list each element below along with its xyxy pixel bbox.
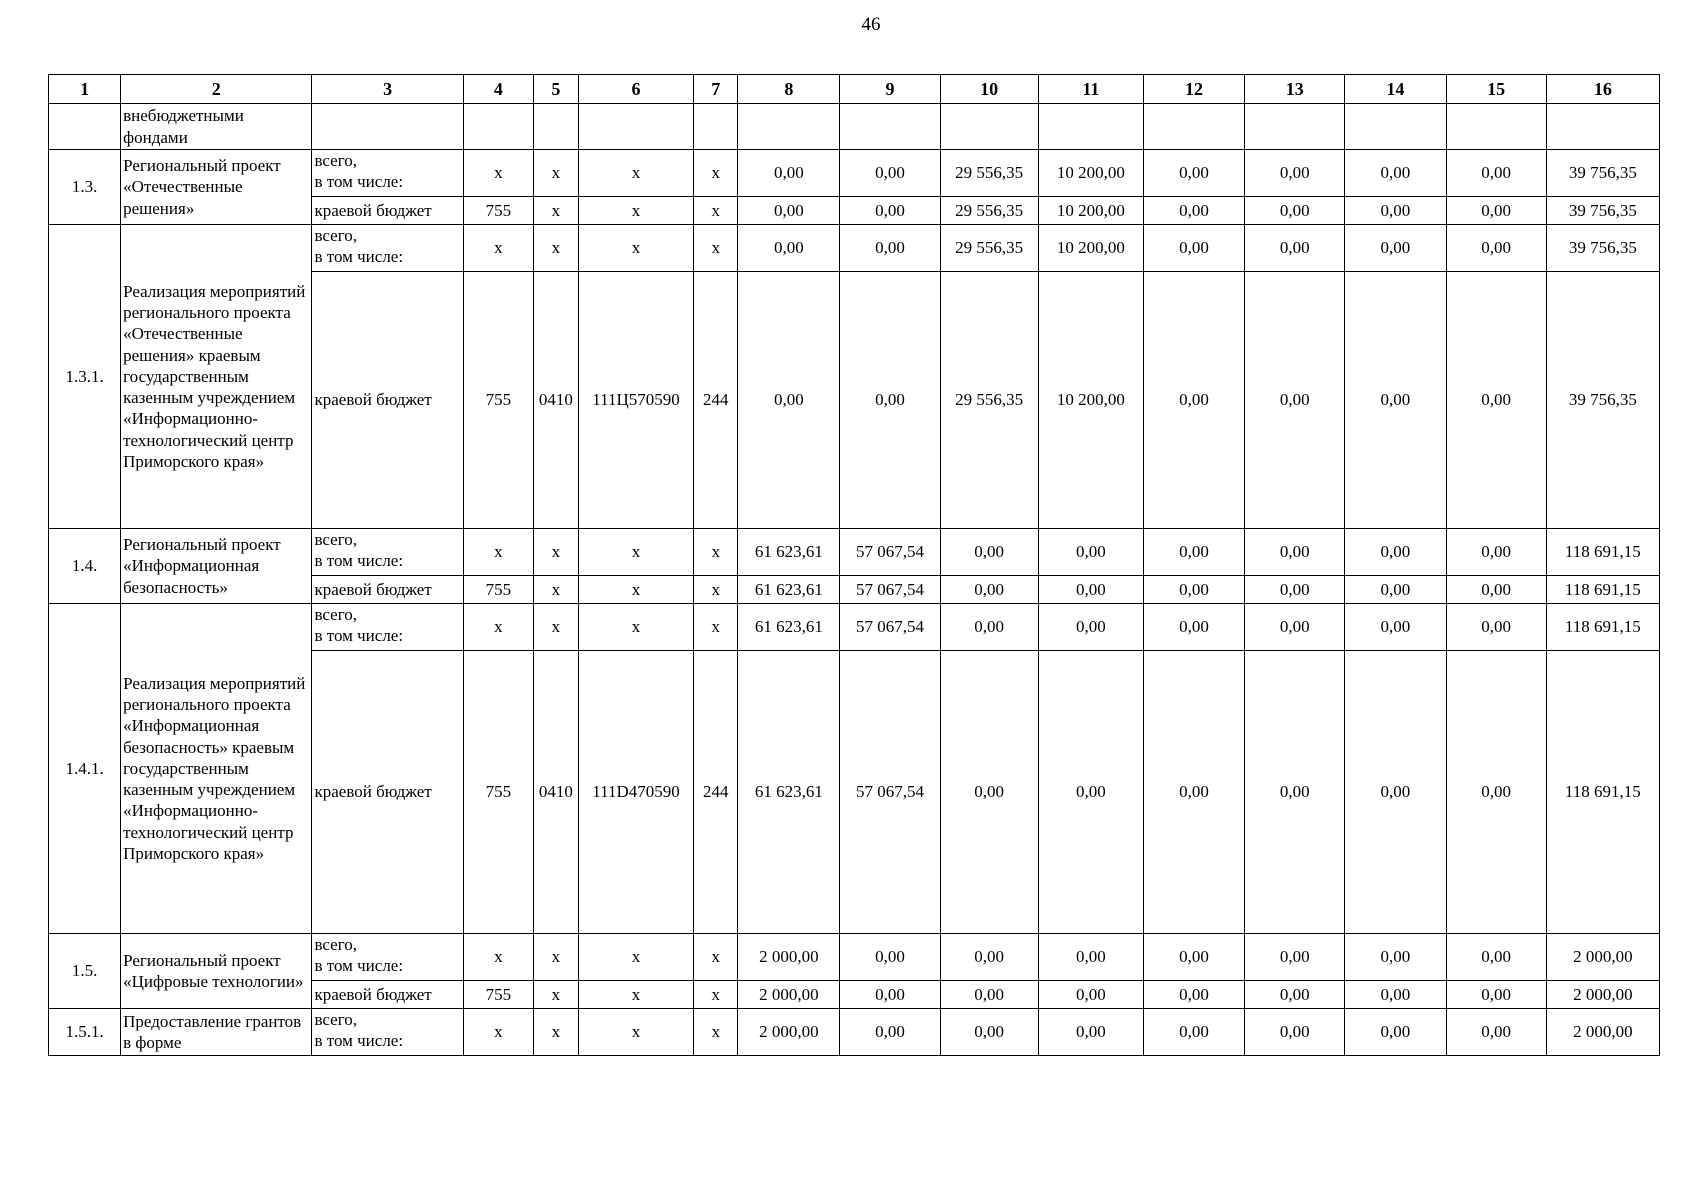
cell: 0,00: [1446, 272, 1546, 529]
cell: 755: [463, 576, 533, 604]
cell: 0,00: [840, 1009, 940, 1056]
cell: 0,00: [738, 150, 840, 197]
cell: x: [694, 604, 738, 651]
col-header: 16: [1546, 75, 1659, 104]
col-header: 5: [533, 75, 578, 104]
cell: 0,00: [940, 651, 1038, 934]
page-number: 46: [861, 14, 881, 35]
funding-source: краевой бюджет: [312, 981, 463, 1009]
cell: 0,00: [1038, 981, 1143, 1009]
cell: 0410: [533, 651, 578, 934]
cell: 61 623,61: [738, 604, 840, 651]
cell: 0,00: [940, 1009, 1038, 1056]
col-header: 8: [738, 75, 840, 104]
cell: 0,00: [1345, 225, 1446, 272]
row-index: 1.4.: [49, 529, 121, 604]
cell: 0,00: [940, 576, 1038, 604]
cell: 61 623,61: [738, 576, 840, 604]
cell: 118 691,15: [1546, 651, 1659, 934]
header-row: [49, 75, 1660, 104]
cell: 0,00: [1245, 981, 1345, 1009]
funding-source: краевой бюджет: [312, 197, 463, 225]
cell: 10 200,00: [1038, 225, 1143, 272]
row-name: Реализация мероприятий регионального проекта «Информационная безопасность» краевым государственным казенным учреждением «Информационно-технологический центр Приморского края»: [121, 604, 312, 934]
row-name: Реализация мероприятий регионального проекта «Отечественные решения» краевым государственным казенным учреждением «Информационно-технологический центр Приморского края»: [121, 225, 312, 529]
cell: x: [578, 150, 693, 197]
cell: 10 200,00: [1038, 272, 1143, 529]
cell: 0,00: [840, 197, 940, 225]
cell: x: [533, 225, 578, 272]
cell: x: [694, 150, 738, 197]
col-header: 11: [1038, 75, 1143, 104]
funding-source: всего, в том числе:: [312, 934, 463, 981]
cell: 0,00: [1446, 576, 1546, 604]
cell: 0,00: [1038, 651, 1143, 934]
cell: x: [694, 981, 738, 1009]
cell: 0,00: [1143, 1009, 1244, 1056]
cell: 0,00: [1446, 1009, 1546, 1056]
cell: 111Ц570590: [578, 272, 693, 529]
cell: 0,00: [1245, 197, 1345, 225]
funding-source: краевой бюджет: [312, 272, 463, 529]
cell: x: [578, 981, 693, 1009]
col-header: 12: [1143, 75, 1244, 104]
cell: 0,00: [1446, 604, 1546, 651]
cell: 0,00: [1345, 604, 1446, 651]
table-row: [49, 150, 1660, 197]
cell: 0,00: [1345, 981, 1446, 1009]
cell: 2 000,00: [738, 1009, 840, 1056]
funding-source: всего, в том числе:: [312, 1009, 463, 1056]
cell: 0,00: [1038, 604, 1143, 651]
row-name: Региональный проект «Цифровые технологии»: [121, 934, 312, 1009]
cell: 0,00: [1143, 272, 1244, 529]
cell: 57 067,54: [840, 604, 940, 651]
cell: x: [533, 604, 578, 651]
funding-source: краевой бюджет: [312, 651, 463, 934]
cell: 0,00: [840, 981, 940, 1009]
cell: 0,00: [1245, 272, 1345, 529]
cell: 0,00: [1245, 225, 1345, 272]
cell: 0,00: [738, 225, 840, 272]
cell: 755: [463, 197, 533, 225]
cell: 39 756,35: [1546, 272, 1659, 529]
cell: 0,00: [940, 529, 1038, 576]
cell: 0,00: [940, 981, 1038, 1009]
cell: 0,00: [1143, 604, 1244, 651]
cell: 0,00: [1345, 934, 1446, 981]
cell: 29 556,35: [940, 225, 1038, 272]
row-index: 1.5.: [49, 934, 121, 1009]
col-header: 15: [1446, 75, 1546, 104]
cell: 0410: [533, 272, 578, 529]
cell: 29 556,35: [940, 272, 1038, 529]
col-header: 14: [1345, 75, 1446, 104]
cell: 0,00: [1143, 197, 1244, 225]
cell: 755: [463, 651, 533, 934]
cell: x: [578, 934, 693, 981]
cell: 0,00: [840, 225, 940, 272]
col-header: 3: [312, 75, 463, 104]
cell: 0,00: [1446, 529, 1546, 576]
cell: x: [578, 529, 693, 576]
row-index: 1.3.1.: [49, 225, 121, 529]
cell: 244: [694, 272, 738, 529]
cell: x: [578, 197, 693, 225]
cell: 0,00: [738, 272, 840, 529]
funding-source: краевой бюджет: [312, 576, 463, 604]
col-header: 2: [121, 75, 312, 104]
cell: 0,00: [1143, 150, 1244, 197]
cell: 0,00: [1345, 576, 1446, 604]
cell: x: [533, 934, 578, 981]
cell: x: [578, 225, 693, 272]
cell: x: [578, 1009, 693, 1056]
row-index: [49, 104, 121, 150]
cell: 0,00: [1345, 197, 1446, 225]
cell: x: [533, 981, 578, 1009]
cell: 0,00: [1245, 1009, 1345, 1056]
col-header: 7: [694, 75, 738, 104]
cell: 0,00: [1245, 604, 1345, 651]
col-header: 9: [840, 75, 940, 104]
cell: x: [463, 1009, 533, 1056]
cell: 0,00: [1143, 981, 1244, 1009]
cell: 2 000,00: [1546, 981, 1659, 1009]
cell: 755: [463, 981, 533, 1009]
cell: 39 756,35: [1546, 225, 1659, 272]
cell: 0,00: [1143, 651, 1244, 934]
cell: x: [463, 529, 533, 576]
cell: x: [463, 150, 533, 197]
cell: 0,00: [1345, 1009, 1446, 1056]
cell: 2 000,00: [738, 934, 840, 981]
table-row: [49, 1009, 1660, 1056]
row-name: Региональный проект «Информационная безопасность»: [121, 529, 312, 604]
cell: 0,00: [1038, 934, 1143, 981]
table-row: [49, 604, 1660, 651]
cell: x: [578, 576, 693, 604]
cell: 0,00: [1446, 934, 1546, 981]
cell: x: [578, 604, 693, 651]
cell: 10 200,00: [1038, 197, 1143, 225]
cell: 0,00: [1245, 576, 1345, 604]
col-header: 1: [49, 75, 121, 104]
cell: 0,00: [1446, 651, 1546, 934]
cell: 57 067,54: [840, 529, 940, 576]
cell: 2 000,00: [738, 981, 840, 1009]
cell: x: [533, 197, 578, 225]
col-header: 13: [1245, 75, 1345, 104]
cell: 0,00: [840, 150, 940, 197]
cell: 0,00: [1245, 529, 1345, 576]
table-row: [49, 934, 1660, 981]
cell: 61 623,61: [738, 529, 840, 576]
cell: 0,00: [738, 197, 840, 225]
cell: 0,00: [1143, 576, 1244, 604]
cell: 0,00: [1446, 150, 1546, 197]
cell: x: [463, 604, 533, 651]
funding-source: всего, в том числе:: [312, 150, 463, 197]
cell: 2 000,00: [1546, 934, 1659, 981]
cell: x: [463, 934, 533, 981]
cell: x: [533, 1009, 578, 1056]
cell: 0,00: [1143, 934, 1244, 981]
cell: 29 556,35: [940, 150, 1038, 197]
cell: 0,00: [1446, 981, 1546, 1009]
funding-source: всего, в том числе:: [312, 529, 463, 576]
cell: 244: [694, 651, 738, 934]
cell: 118 691,15: [1546, 604, 1659, 651]
cell: x: [694, 1009, 738, 1056]
row-name: внебюджетными фондами: [121, 104, 312, 150]
col-header: 4: [463, 75, 533, 104]
cell: 0,00: [1345, 529, 1446, 576]
row-name: Предоставление грантов в форме: [121, 1009, 312, 1056]
cell: 0,00: [1143, 225, 1244, 272]
table-row: [49, 529, 1660, 576]
row-index: 1.5.1.: [49, 1009, 121, 1056]
cell: x: [694, 529, 738, 576]
cell: 10 200,00: [1038, 150, 1143, 197]
cell: x: [533, 150, 578, 197]
cell: 0,00: [1446, 225, 1546, 272]
cell: 0,00: [840, 934, 940, 981]
row-index: 1.3.: [49, 150, 121, 225]
cell: x: [694, 934, 738, 981]
cell: 0,00: [1446, 197, 1546, 225]
cell: 39 756,35: [1546, 197, 1659, 225]
cell: 57 067,54: [840, 651, 940, 934]
cell: 0,00: [1245, 651, 1345, 934]
row-name: Региональный проект «Отечественные решения»: [121, 150, 312, 225]
cell: 0,00: [1245, 150, 1345, 197]
cell: 118 691,15: [1546, 529, 1659, 576]
col-header: 10: [940, 75, 1038, 104]
cell: 57 067,54: [840, 576, 940, 604]
cell: 0,00: [1345, 651, 1446, 934]
cell: x: [463, 225, 533, 272]
cell: 29 556,35: [940, 197, 1038, 225]
cell: 61 623,61: [738, 651, 840, 934]
cell: 2 000,00: [1546, 1009, 1659, 1056]
cell: 755: [463, 272, 533, 529]
budget-table: [48, 74, 1660, 1056]
cell: 0,00: [1345, 150, 1446, 197]
cell: 0,00: [1345, 272, 1446, 529]
cell: x: [694, 576, 738, 604]
cell: x: [533, 529, 578, 576]
cell: 118 691,15: [1546, 576, 1659, 604]
cell: 0,00: [1038, 1009, 1143, 1056]
cell: 0,00: [1038, 529, 1143, 576]
cell: 111D470590: [578, 651, 693, 934]
cell: 0,00: [940, 604, 1038, 651]
cell: 0,00: [940, 934, 1038, 981]
cell: 0,00: [1038, 576, 1143, 604]
table-row: [49, 225, 1660, 272]
cell: x: [694, 225, 738, 272]
funding-source: всего, в том числе:: [312, 225, 463, 272]
cell: x: [694, 197, 738, 225]
cell: x: [533, 576, 578, 604]
cell: 0,00: [1245, 934, 1345, 981]
cell: 39 756,35: [1546, 150, 1659, 197]
funding-source: всего, в том числе:: [312, 604, 463, 651]
table-row: [49, 104, 1660, 150]
cell: 0,00: [1143, 529, 1244, 576]
col-header: 6: [578, 75, 693, 104]
row-index: 1.4.1.: [49, 604, 121, 934]
cell: 0,00: [840, 272, 940, 529]
